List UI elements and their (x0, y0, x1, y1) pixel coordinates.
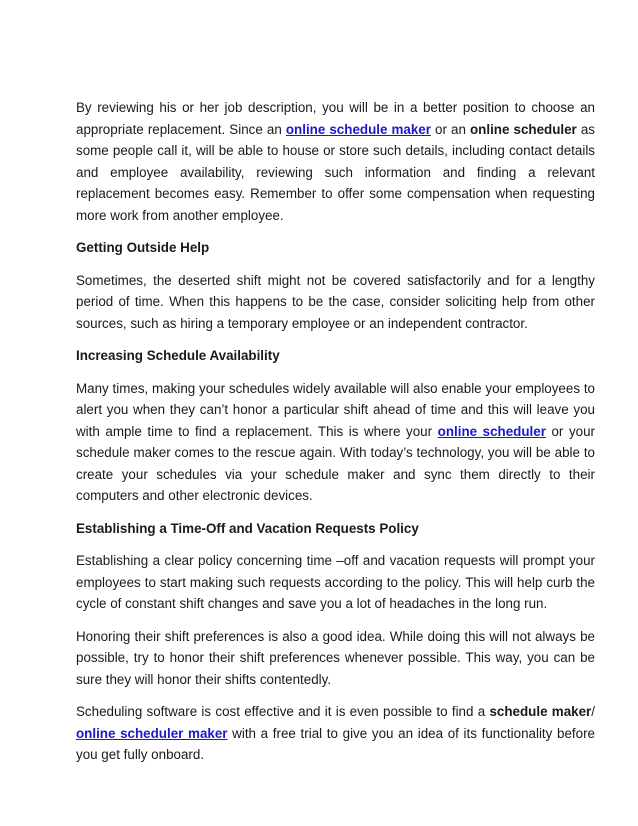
paragraph-text: By reviewing his or her job description, you will be in a better position to choose an appropriate replacement. Since an (76, 100, 595, 137)
schedule-maker-bold-term: schedule maker (489, 704, 592, 719)
online-scheduler-maker-link[interactable]: online scheduler maker (76, 725, 228, 741)
paragraph-replacement (76, 97, 595, 226)
paragraph-software (76, 701, 595, 766)
paragraph-outside-help: Sometimes, the deserted shift might not be covered satisfactorily and for a lengthy period of time. When this happens to be the case, consider soliciting help from other sources, such as hiring a temporary employee or an independent contractor. (76, 272, 595, 331)
paragraph-preferences: Honoring their shift preferences is also a good idea. While doing this will not always be possible, try to honor their shift preferences whenever possible. This way, you can be sure they will honor their shifts contentedly. (76, 628, 595, 687)
online-schedule-maker-link[interactable]: online schedule maker (285, 121, 431, 137)
paragraph-text: Scheduling software is cost effective and it is even possible to find a (76, 704, 490, 719)
heading-getting-outside-help: Getting Outside Help (76, 240, 210, 255)
heading-time-off-policy: Establishing a Time-Off and Vacation Requests Policy (76, 520, 419, 536)
heading-schedule-availability: Increasing Schedule Availability (76, 348, 280, 363)
online-scheduler-link[interactable]: online scheduler (437, 423, 546, 439)
paragraph-text: Many times, making your schedules widely available will also enable your employees to alert you when they can’t honor a particular shift ahead of time and this will leave you with ample time to find a replacement. This is where your (76, 380, 595, 439)
paragraph-policy: Establishing a clear policy concerning time –off and vacation requests will prompt your employees to start making such requests according to the policy. This will help curb the cycle of constant shift changes and save you a lot of headaches in the long run. (76, 553, 595, 611)
paragraph-text: as some people call it, will be able to house or store such details, including contact details and employee availability, reviewing such information and finding a relevant replacement becomes easy. Remember to offer some compensation when requesting more work from another employee. (76, 121, 595, 223)
paragraph-text: or an (430, 121, 470, 137)
paragraph-availability (76, 378, 595, 507)
paragraph-text: with a free trial to give you an idea of its functionality before you get fully onboard. (76, 725, 595, 762)
online-scheduler-bold-term: online scheduler (470, 121, 577, 137)
paragraph-text: or your schedule maker comes to the rescue again. With today’s technology, you will be able to create your schedules via your schedule maker and sync them directly to their computers and other electronic devices. (76, 423, 595, 503)
paragraph-text: / (591, 704, 595, 719)
